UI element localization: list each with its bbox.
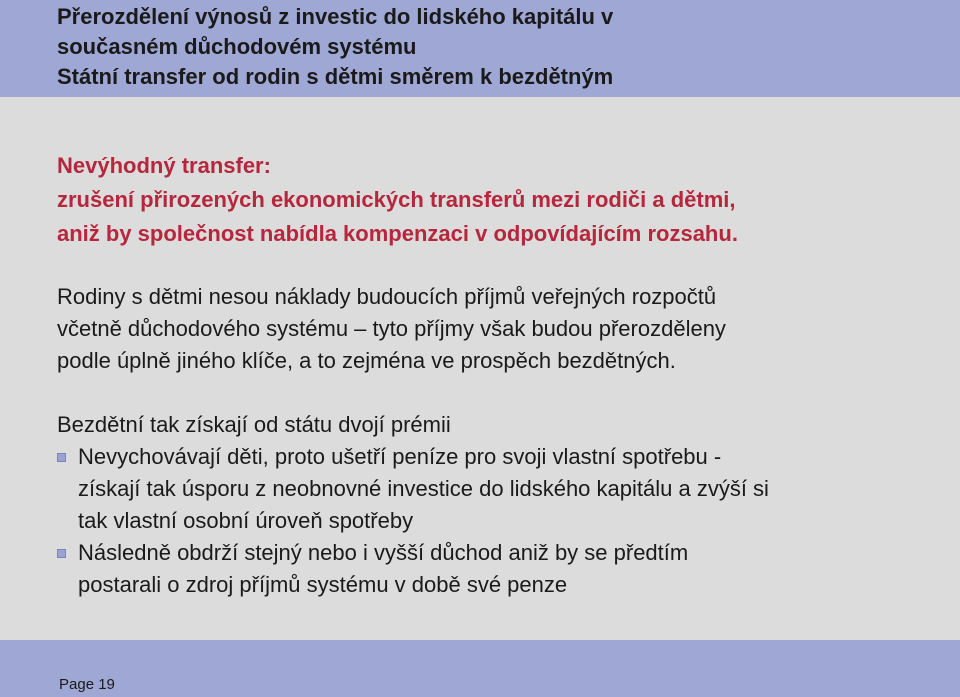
bullet-square-icon (57, 453, 66, 462)
paragraph1-line-3: podle úplně jiného klíče, a to zejména ve prospěch bezdětných. (57, 348, 676, 373)
paragraph1-line-2: včetně důchodového systému – tyto příjmy však budou přerozděleny (57, 316, 726, 341)
slide-header (0, 0, 960, 97)
red-heading-line-3: aniž by společnost nabídla kompenzaci v odpovídajícím rozsahu. (57, 221, 738, 246)
paragraph1-line-1: Rodiny s dětmi nesou náklady budoucích příjmů veřejných rozpočtů (57, 284, 717, 309)
slide-title-line-2: současném důchodovém systému (57, 34, 417, 59)
slide-title-line-3: Státní transfer od rodin s dětmi směrem k bezdětným (57, 64, 614, 89)
slide-footer (0, 640, 960, 697)
paragraph2-intro: Bezdětní tak získají od státu dvojí prémii (57, 412, 451, 437)
red-heading-line-2: zrušení přirozených ekonomických transferů mezi rodiči a dětmi, (57, 187, 736, 212)
bullet1-line-3: tak vlastní osobní úroveň spotřeby (78, 508, 414, 533)
bullet2-line-1: Následně obdrží stejný nebo i vyšší důchod aniž by se předtím (78, 540, 689, 565)
page-number: Page 19 (59, 676, 115, 693)
bullet1-line-1: Nevychovávají děti, proto ušetří peníze pro svoji vlastní spotřebu - (78, 444, 722, 469)
bullet2-line-2: postarali o zdroj příjmů systému v době své penze (78, 572, 568, 597)
slide-title-line-1: Přerozdělení výnosů z investic do lidského kapitálu v (57, 4, 614, 29)
red-heading-line-1: Nevýhodný transfer: (57, 153, 271, 178)
bullet-square-icon (57, 549, 66, 558)
slide-content (0, 97, 960, 640)
bullet1-line-2: získají tak úsporu z neobnovné investice do lidského kapitálu a zvýší si (78, 476, 769, 501)
